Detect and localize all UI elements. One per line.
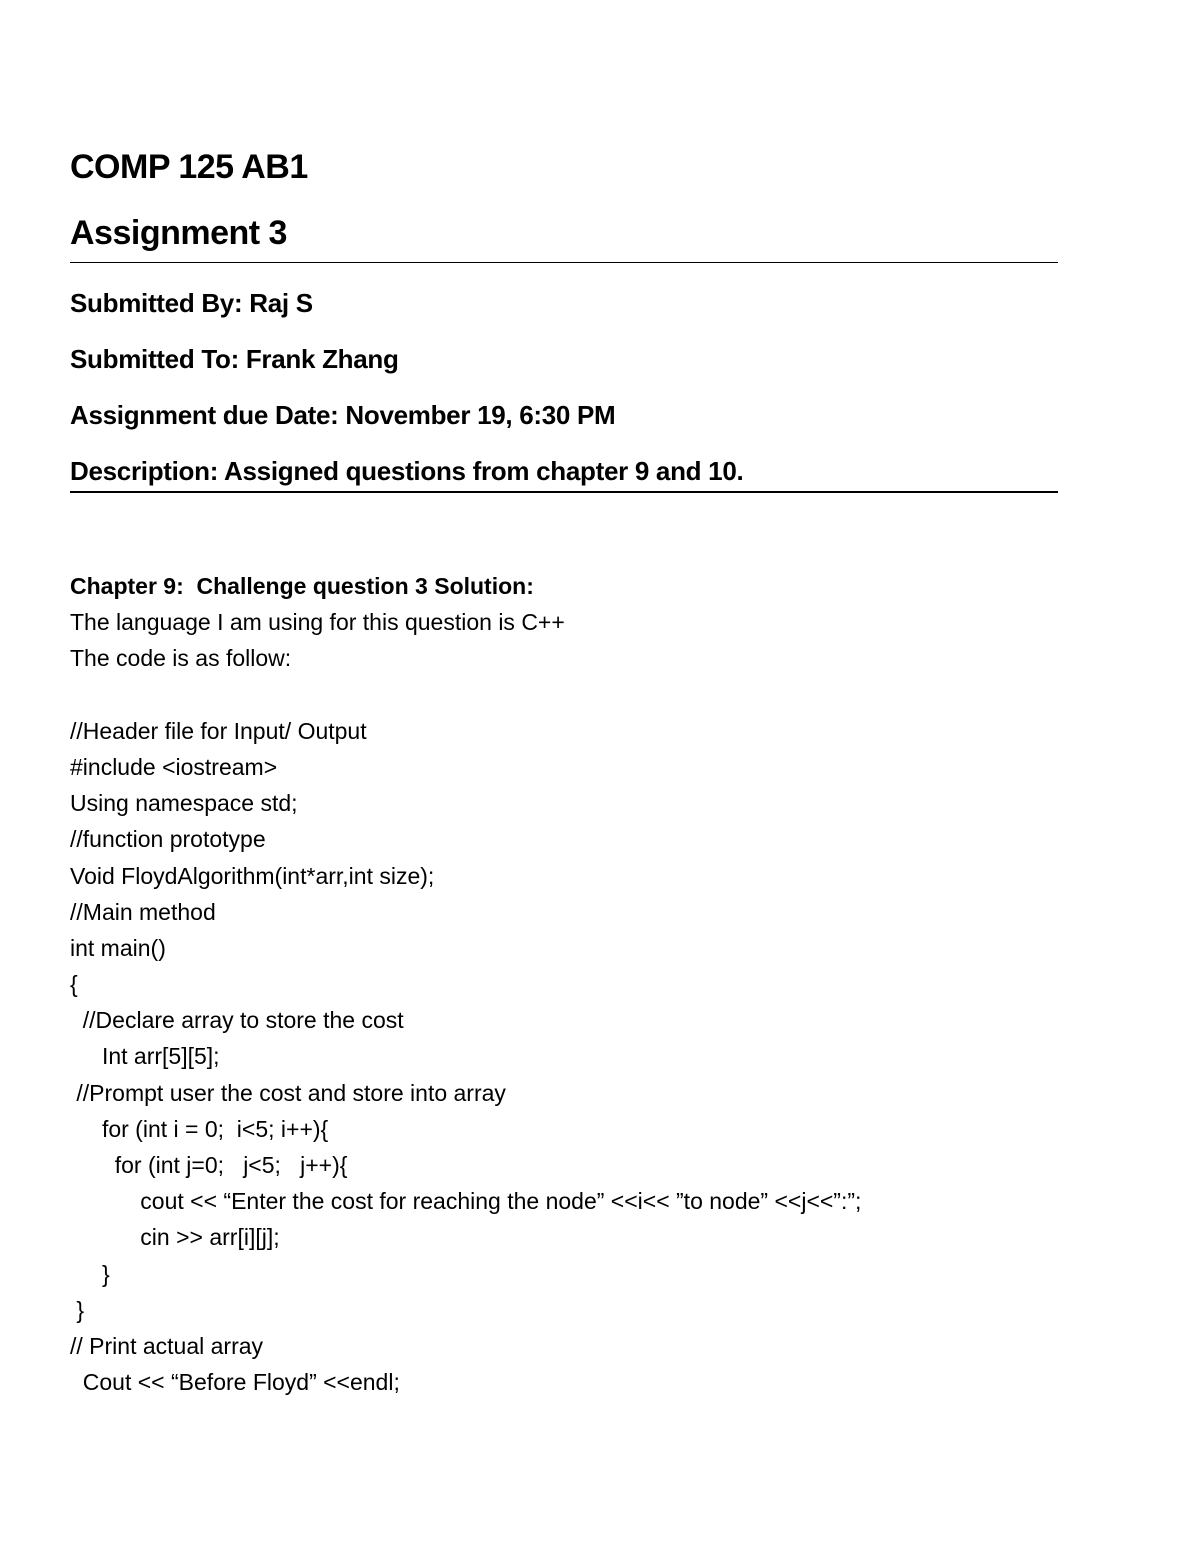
code-line: // Print actual array — [70, 1332, 264, 1359]
code-line: cout << “Enter the cost for reaching the node” <<i<< ”to node” <<j<<”:”; — [70, 1188, 862, 1215]
document-header — [70, 140, 1058, 493]
code-line — [70, 677, 1130, 713]
code-line: int main() — [70, 934, 166, 961]
code-line: Void FloydAlgorithm(int*arr,int size); — [70, 862, 435, 889]
description: Description: Assigned questions from chapter 9 and 10. — [70, 453, 1058, 493]
code-line: //Declare array to store the cost — [70, 1007, 404, 1034]
assignment-title: Assignment 3 — [70, 206, 1058, 263]
code-line: } — [70, 1296, 85, 1323]
code-line: //function prototype — [70, 826, 266, 853]
code-listing — [70, 677, 1130, 1401]
submitted-to: Submitted To: Frank Zhang — [70, 344, 399, 374]
code-line: } — [70, 1260, 110, 1287]
code-line: Cout << “Before Floyd” <<endl; — [70, 1369, 400, 1396]
code-line: for (int j=0; j<5; j++){ — [70, 1152, 348, 1178]
course-title: COMP 125 AB1 — [70, 148, 308, 186]
code-line: { — [70, 971, 78, 998]
code-line: Int arr[5][5]; — [70, 1043, 220, 1070]
code-line: //Prompt user the cost and store into array — [70, 1079, 506, 1106]
code-line: //Main method — [70, 898, 216, 925]
code-line: for (int i = 0; i<5; i++){ — [70, 1115, 329, 1142]
code-line: //Header file for Input/ Output — [70, 717, 367, 744]
intro-line: The language I am using for this question is C++ — [70, 609, 565, 636]
due-date: Assignment due Date: November 19, 6:30 PM — [70, 400, 616, 430]
submitted-by: Submitted By: Raj S — [70, 288, 313, 318]
intro-line: The code is as follow: — [70, 645, 292, 672]
code-line: #include <iostream> — [70, 753, 278, 780]
code-line: Using namespace std; — [70, 790, 298, 817]
document-body — [70, 568, 1130, 1400]
code-line: cin >> arr[i][j]; — [70, 1224, 280, 1251]
section-heading: Chapter 9: Challenge question 3 Solution: — [70, 573, 534, 599]
